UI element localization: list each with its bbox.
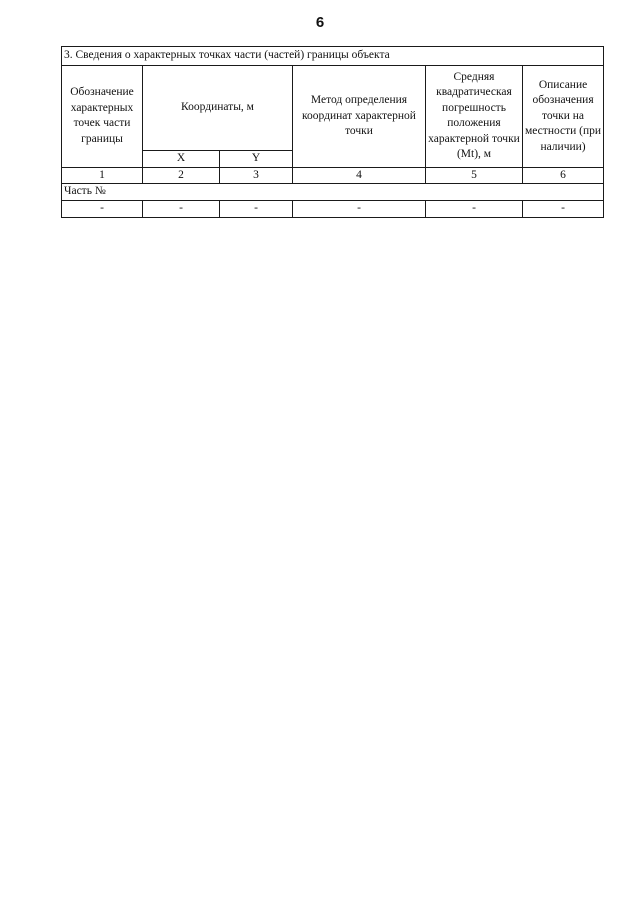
table-cell: -	[143, 200, 220, 217]
table-cell: -	[220, 200, 293, 217]
header-y: Y	[220, 151, 293, 168]
column-number: 3	[220, 167, 293, 184]
header-row	[62, 66, 604, 151]
page-number: 6	[315, 14, 325, 31]
table-title-row	[62, 47, 604, 66]
column-number: 6	[523, 167, 604, 184]
header-method: Метод определения координат характерной точки	[293, 66, 426, 168]
table-cell: -	[62, 200, 143, 217]
column-number: 4	[293, 167, 426, 184]
column-number: 2	[143, 167, 220, 184]
column-number: 1	[62, 167, 143, 184]
table-title: 3. Сведения о характерных точках части (частей) границы объекта	[62, 47, 604, 66]
column-number: 5	[426, 167, 523, 184]
header-designation: Обозначение характерных точек части границы	[62, 66, 143, 168]
header-x: X	[143, 151, 220, 168]
column-numbers-row	[62, 167, 604, 184]
part-label: Часть №	[62, 184, 604, 201]
part-row	[62, 184, 604, 201]
header-error: Средняя квадратическая погрешность положения характерной точки (Mt), м	[426, 66, 523, 168]
header-coordinates: Координаты, м	[143, 66, 293, 151]
table-cell: -	[523, 200, 604, 217]
header-description: Описание обозначения точки на местности (при наличии)	[523, 66, 604, 168]
table-cell: -	[293, 200, 426, 217]
table-row	[62, 200, 604, 217]
table-cell: -	[426, 200, 523, 217]
characteristic-points-table	[61, 46, 604, 218]
